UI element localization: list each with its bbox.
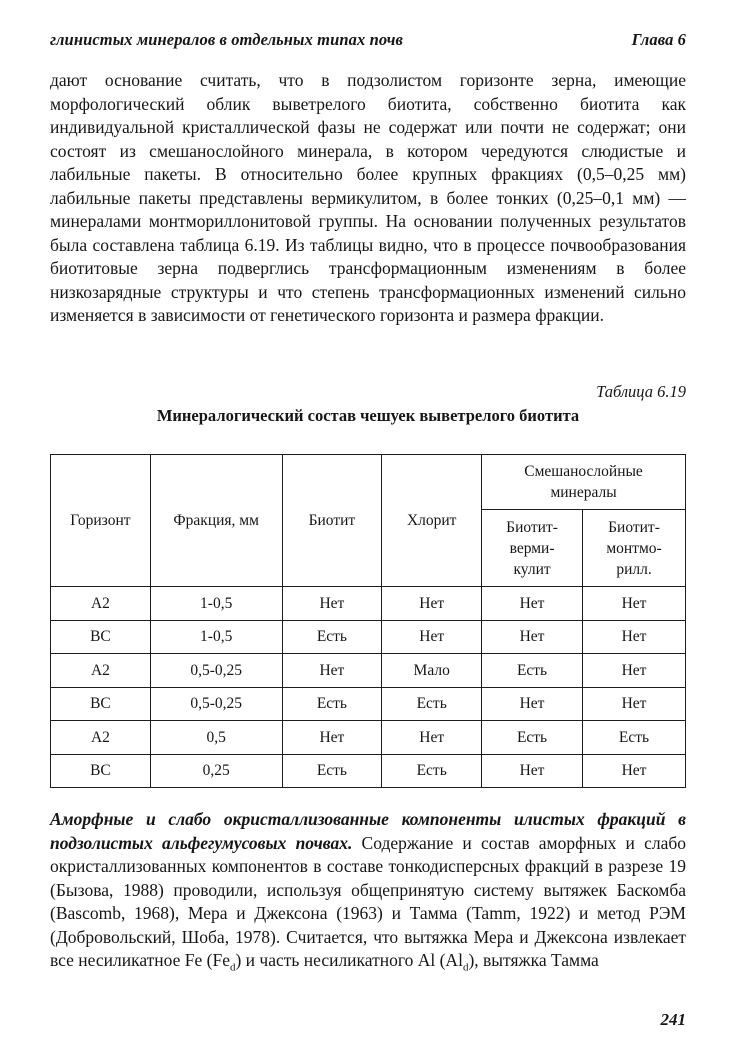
- header-chapter: Глава 6: [631, 30, 686, 49]
- subscript-d: d: [229, 961, 236, 974]
- col-header-mixed-layer: Смешанослойные минералы: [482, 455, 686, 510]
- col-header-biotite-vermiculite: Биотит-верми-кулит: [482, 510, 583, 587]
- table-cell: Нет: [583, 754, 686, 788]
- table-cell: А2: [51, 721, 151, 755]
- table-cell: 0,5-0,25: [150, 654, 282, 688]
- table-cell: Есть: [583, 721, 686, 755]
- page-number: 241: [660, 1010, 686, 1029]
- table-cell: 0,5: [150, 721, 282, 755]
- table-cell: 0,25: [150, 754, 282, 788]
- col-header-horizon: Горизонт: [51, 455, 151, 587]
- table-row: [51, 754, 686, 788]
- table-cell: ВС: [51, 687, 151, 721]
- table-row: [51, 687, 686, 721]
- table-cell: Есть: [282, 620, 382, 654]
- table-cell: Есть: [482, 721, 583, 755]
- table-cell: Есть: [382, 687, 482, 721]
- table-cell: Нет: [482, 687, 583, 721]
- col-header-fraction: Фракция, мм: [150, 455, 282, 587]
- table-cell: Есть: [282, 687, 382, 721]
- table-cell: Есть: [482, 654, 583, 688]
- table-row: [51, 654, 686, 688]
- table-cell: Нет: [282, 721, 382, 755]
- table-cell: 0,5-0,25: [150, 687, 282, 721]
- table-cell: Нет: [583, 587, 686, 621]
- table-cell: Нет: [282, 654, 382, 688]
- table-cell: Нет: [583, 654, 686, 688]
- table-cell: ВС: [51, 754, 151, 788]
- table-cell: Нет: [583, 687, 686, 721]
- body-paragraph: дают основание считать, что в подзолистом горизонте зерна, имеющие морфологический облик выветрелого биотита, собственно биотита как индивидуальной кристаллической фазы не содержат или почти не содержат; они состоят из смешанослойного минерала, в котором чередуются слюдистые и лабильные пакеты. В относительно более крупных фракциях (0,5–0,25 мм) лабильные пакеты представлены вермикулитом, в более тонких (0,25–0,1 мм) — минералами монтмориллонитовой группы. На основании полученных результатов была составлена таблица 6.19. Из таблицы видно, что в процессе почвообразования биотитовые зерна подверглись трансформационным изменениям в более низкозарядные структуры и что степень трансформационных изменений сильно изменяется в зависимости от генетического горизонта и размера фракции.: [50, 70, 686, 325]
- table-row: [51, 587, 686, 621]
- table-cell: Нет: [583, 620, 686, 654]
- table-cell: ВС: [51, 620, 151, 654]
- table-cell: Нет: [482, 754, 583, 788]
- table-cell: Мало: [382, 654, 482, 688]
- table-number: Таблица 6.19: [596, 382, 686, 401]
- table-cell: 1-0,5: [150, 620, 282, 654]
- table-row: [51, 721, 686, 755]
- table-cell: Нет: [382, 587, 482, 621]
- running-header: [50, 30, 686, 54]
- col-header-biotite-montmorillonite: Биотит-монтмо-рилл.: [583, 510, 686, 587]
- mineral-composition-table: [50, 454, 686, 788]
- col-header-biotite: Биотит: [282, 455, 382, 587]
- section-heading: Аморфные и слабо окристаллизованные компоненты илистых фракций в подзолистых альфегумусовых почвах.: [50, 809, 686, 853]
- table-title: Минералогический состав чешуек выветрелого биотита: [156, 406, 580, 425]
- paragraph-text-mid: ) и часть несиликатного Al (Al: [235, 950, 463, 970]
- table-cell: А2: [51, 654, 151, 688]
- paragraph-text: Содержание и состав аморфных и слабо окристаллизованных компонентов в составе тонкодисперсных фракций в разрезе 19 (Бызова, 1988) проводили, используя общепринятую систему вытяжек Баскомба (Bascomb, 1968), Мера и Джексона (1963) и Тамма (Tamm, 1922) и метод РЭМ (Добровольский, Шоба, 1978). Считается, что вытяжка Мера и Джексона извлекает все несиликатное Fe (Fe: [50, 832, 686, 970]
- subscript-d: d: [462, 961, 469, 974]
- header-section-title: глинистых минералов в отдельных типах почв: [50, 30, 404, 49]
- table-cell: А2: [51, 587, 151, 621]
- table-cell: Есть: [382, 754, 482, 788]
- paragraph-text-end: ), вытяжка Тамма: [468, 950, 599, 970]
- document-page: [50, 0, 686, 1057]
- table-cell: Нет: [282, 587, 382, 621]
- table-cell: Нет: [482, 620, 583, 654]
- table-cell: Нет: [382, 620, 482, 654]
- table-cell: Нет: [382, 721, 482, 755]
- table-cell: 1-0,5: [150, 587, 282, 621]
- col-header-chlorite: Хлорит: [382, 455, 482, 587]
- table-cell: Есть: [282, 754, 382, 788]
- body-paragraph-2: [50, 808, 686, 980]
- table-row: [51, 620, 686, 654]
- table-cell: Нет: [482, 587, 583, 621]
